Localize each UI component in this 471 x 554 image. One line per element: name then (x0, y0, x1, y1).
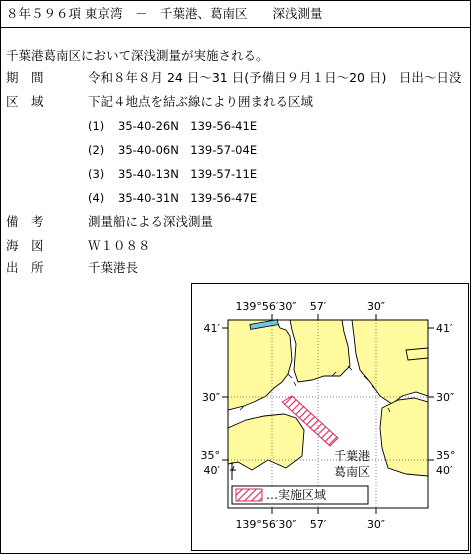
point-coordinate: 35-40-13N 139-57-11E (118, 167, 258, 181)
place-name-line1: 千葉港 (333, 449, 371, 463)
legend-label: …実施区域 (266, 488, 327, 502)
area-value: 下記４地点を結ぶ線により囲まれる区域 (88, 94, 314, 109)
source-row (6, 257, 465, 279)
map-svg (192, 284, 468, 550)
chart-label: 海 図 (6, 238, 44, 253)
chart-row (6, 235, 465, 257)
lat-label-left: 35° (200, 449, 220, 462)
lon-label-top: 57′ (309, 300, 327, 313)
lat-label-right: 30″ (436, 391, 455, 404)
lat-label-right: 35° (436, 449, 456, 462)
period-row (6, 67, 465, 89)
lon-label-top: 139°56′30″ (235, 300, 297, 313)
point-row (6, 163, 465, 185)
land-dock (406, 348, 428, 360)
point-row (6, 139, 465, 161)
remarks-value: 測量船による深浅測量 (88, 214, 214, 229)
lat-label-right: 40′ (436, 464, 453, 477)
lon-label-top: 30″ (366, 300, 386, 313)
point-number: (4) (88, 191, 105, 205)
point-coordinate: 35-40-26N 139-56-41E (118, 119, 258, 133)
period-value: 令和８年８月 24 日～31 日(予備日９月１日～20 日) 日出～日没 (88, 70, 462, 85)
lon-label-bottom: 30″ (366, 518, 386, 531)
lat-label-left: 40′ (203, 464, 220, 477)
point-number: (2) (88, 143, 105, 157)
title-divider (1, 27, 470, 28)
point-item (88, 163, 257, 185)
point-number: (3) (88, 167, 105, 181)
point-item (88, 187, 257, 209)
lon-label-bottom: 57′ (309, 518, 327, 531)
point-coordinate: 35-40-31N 139-56-47E (118, 191, 258, 205)
remarks-row (6, 211, 465, 233)
land-lower-left (228, 414, 304, 470)
notice-intro: 千葉港葛南区において深浅測量が実施される。 (6, 48, 269, 63)
lat-label-right: 41′ (436, 322, 453, 335)
map-land (228, 320, 428, 476)
point-item (88, 115, 257, 137)
map-legend (232, 486, 368, 504)
place-name-line2: 葛南区 (333, 465, 371, 479)
point-row (6, 187, 465, 209)
point-item (88, 139, 257, 161)
source-value: 千葉港長 (88, 260, 139, 275)
land-upper-right (352, 320, 428, 404)
lon-label-bottom: 139°56′30″ (235, 518, 297, 531)
point-coordinate: 35-40-06N 139-57-04E (118, 143, 258, 157)
source-label: 出 所 (6, 260, 44, 275)
notice-title: ８年５９６項 東京湾 － 千葉港、葛南区 深浅測量 (6, 6, 323, 21)
lat-label-left: 30″ (201, 391, 220, 404)
land-upper-left (228, 320, 292, 410)
land-upper-middle (290, 320, 350, 382)
chart-value: Ｗ１０８８ (88, 238, 151, 253)
area-row (6, 91, 465, 113)
remarks-label: 備 考 (6, 214, 44, 229)
point-row (6, 115, 465, 137)
point-number: (1) (88, 119, 105, 133)
lat-label-left: 41′ (203, 322, 220, 335)
period-label: 期 間 (6, 70, 44, 85)
land-lower-right (380, 398, 428, 476)
pier-lines (230, 462, 236, 480)
survey-area-map (191, 283, 469, 551)
area-label: 区 域 (6, 94, 44, 109)
legend-swatch (236, 489, 262, 501)
